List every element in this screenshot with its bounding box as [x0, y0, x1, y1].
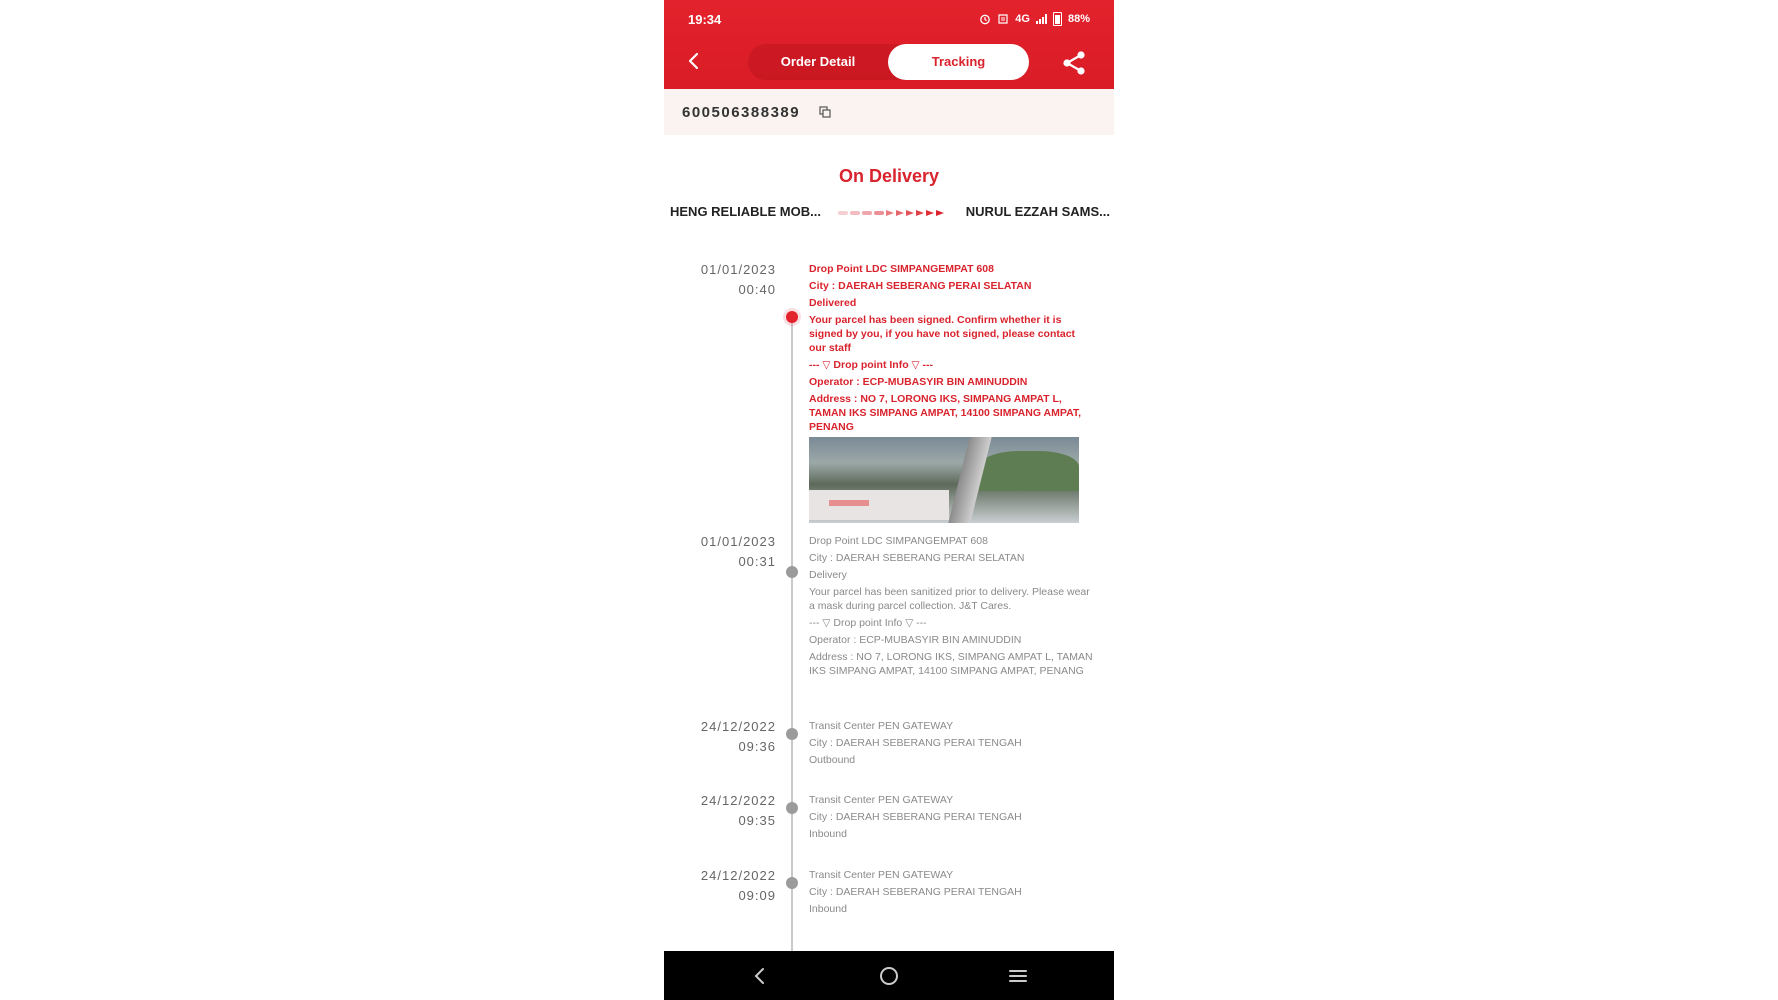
timeline-line	[791, 315, 793, 955]
share-icon	[1061, 50, 1087, 76]
proof-of-delivery-photo[interactable]	[809, 437, 1079, 523]
event-city: City : DAERAH SEBERANG PERAI SELATAN	[809, 552, 1025, 564]
app-header	[664, 0, 1114, 89]
event-dot	[786, 311, 798, 323]
network-type: 4G	[1015, 13, 1030, 25]
status-bar	[664, 0, 1114, 38]
phone-screen	[664, 0, 1114, 1000]
event-action: Delivery	[809, 569, 847, 581]
event-location: Transit Center PEN GATEWAY	[809, 794, 954, 806]
event-date: 01/01/2023	[700, 534, 776, 549]
android-nav-bar	[664, 951, 1114, 1000]
event-datetime	[664, 791, 776, 831]
event-action: Outbound	[809, 754, 856, 766]
event-city: City : DAERAH SEBERANG PERAI TENGAH	[809, 811, 1022, 823]
event-details	[809, 262, 1094, 526]
route-arrows-icon	[838, 209, 944, 217]
event-details	[809, 868, 1094, 919]
event-location: Transit Center PEN GATEWAY	[809, 720, 954, 732]
event-action: Delivered	[809, 297, 857, 309]
route-sender: HENG RELIABLE MOB...	[670, 204, 821, 219]
event-operator: Operator : ECP-MUBASYIR BIN AMINUDDIN	[809, 376, 1028, 388]
event-dot	[786, 566, 798, 578]
nav-home-icon[interactable]	[876, 963, 902, 989]
event-section-header: --- ▽ Drop point Info ▽ ---	[809, 617, 927, 629]
event-details	[809, 534, 1094, 681]
event-city: City : DAERAH SEBERANG PERAI TENGAH	[809, 886, 1022, 898]
event-time: 09:36	[738, 739, 776, 754]
nav-recents-icon[interactable]	[1005, 963, 1031, 989]
tab-switcher	[748, 44, 1029, 80]
event-datetime	[664, 260, 776, 300]
tab-tracking[interactable]: Tracking	[888, 44, 1029, 80]
event-date: 01/01/2023	[700, 262, 776, 277]
event-message: Your parcel has been signed. Confirm whether it is signed by you, if you have not signed, please contact our staff	[809, 314, 1076, 354]
tracking-number: 600506388389	[682, 104, 801, 121]
battery-icon	[1053, 12, 1062, 26]
event-city: City : DAERAH SEBERANG PERAI TENGAH	[809, 737, 1022, 749]
event-date: 24/12/2022	[700, 793, 776, 808]
event-address: Address : NO 7, LORONG IKS, SIMPANG AMPAT L, TAMAN IKS SIMPANG AMPAT, 14100 SIMPANG AMPAT, PENANG	[809, 393, 1082, 433]
event-operator: Operator : ECP-MUBASYIR BIN AMINUDDIN	[809, 634, 1022, 646]
event-datetime	[664, 532, 776, 572]
alarm-icon	[979, 13, 991, 25]
chevron-left-icon	[682, 49, 706, 73]
share-button[interactable]	[1061, 50, 1087, 76]
event-details	[809, 793, 1094, 844]
battery-level: 88%	[1067, 13, 1090, 25]
event-location: Drop Point LDC SIMPANGEMPAT 608	[809, 263, 994, 275]
event-time: 09:35	[738, 813, 776, 828]
event-section-header: --- ▽ Drop point Info ▽ ---	[809, 359, 934, 371]
event-dot	[786, 728, 798, 740]
event-location: Transit Center PEN GATEWAY	[809, 869, 954, 881]
event-message: Your parcel has been sanitized prior to delivery. Please wear a mask during parcel collection. J&T Cares.	[809, 586, 1090, 612]
event-datetime	[664, 717, 776, 757]
status-icons	[979, 12, 1090, 26]
route	[664, 204, 1114, 224]
event-action: Inbound	[809, 828, 847, 840]
back-button[interactable]	[682, 49, 706, 73]
vo-lte-icon	[997, 13, 1009, 25]
event-date: 24/12/2022	[700, 868, 776, 883]
event-datetime	[664, 866, 776, 906]
event-address: Address : NO 7, LORONG IKS, SIMPANG AMPAT L, TAMAN IKS SIMPANG AMPAT, 14100 SIMPANG AMPAT, PENANG	[809, 651, 1093, 677]
event-time: 00:40	[738, 282, 776, 297]
copy-icon[interactable]	[819, 106, 831, 118]
event-city: City : DAERAH SEBERANG PERAI SELATAN	[809, 280, 1032, 292]
route-recipient: NURUL EZZAH SAMS...	[965, 204, 1110, 219]
nav-back-icon[interactable]	[747, 963, 773, 989]
event-action: Inbound	[809, 903, 847, 915]
event-dot	[786, 877, 798, 889]
signal-icon	[1036, 14, 1047, 24]
event-time: 09:09	[738, 888, 776, 903]
event-dot	[786, 802, 798, 814]
status-time: 19:34	[688, 12, 722, 27]
event-date: 24/12/2022	[700, 719, 776, 734]
event-time: 00:31	[738, 554, 776, 569]
event-location: Drop Point LDC SIMPANGEMPAT 608	[809, 535, 988, 547]
shipment-status: On Delivery	[838, 166, 940, 186]
tracking-number-bar	[664, 89, 1114, 135]
tab-order-detail[interactable]: Order Detail	[780, 54, 856, 69]
event-details	[809, 719, 1094, 770]
